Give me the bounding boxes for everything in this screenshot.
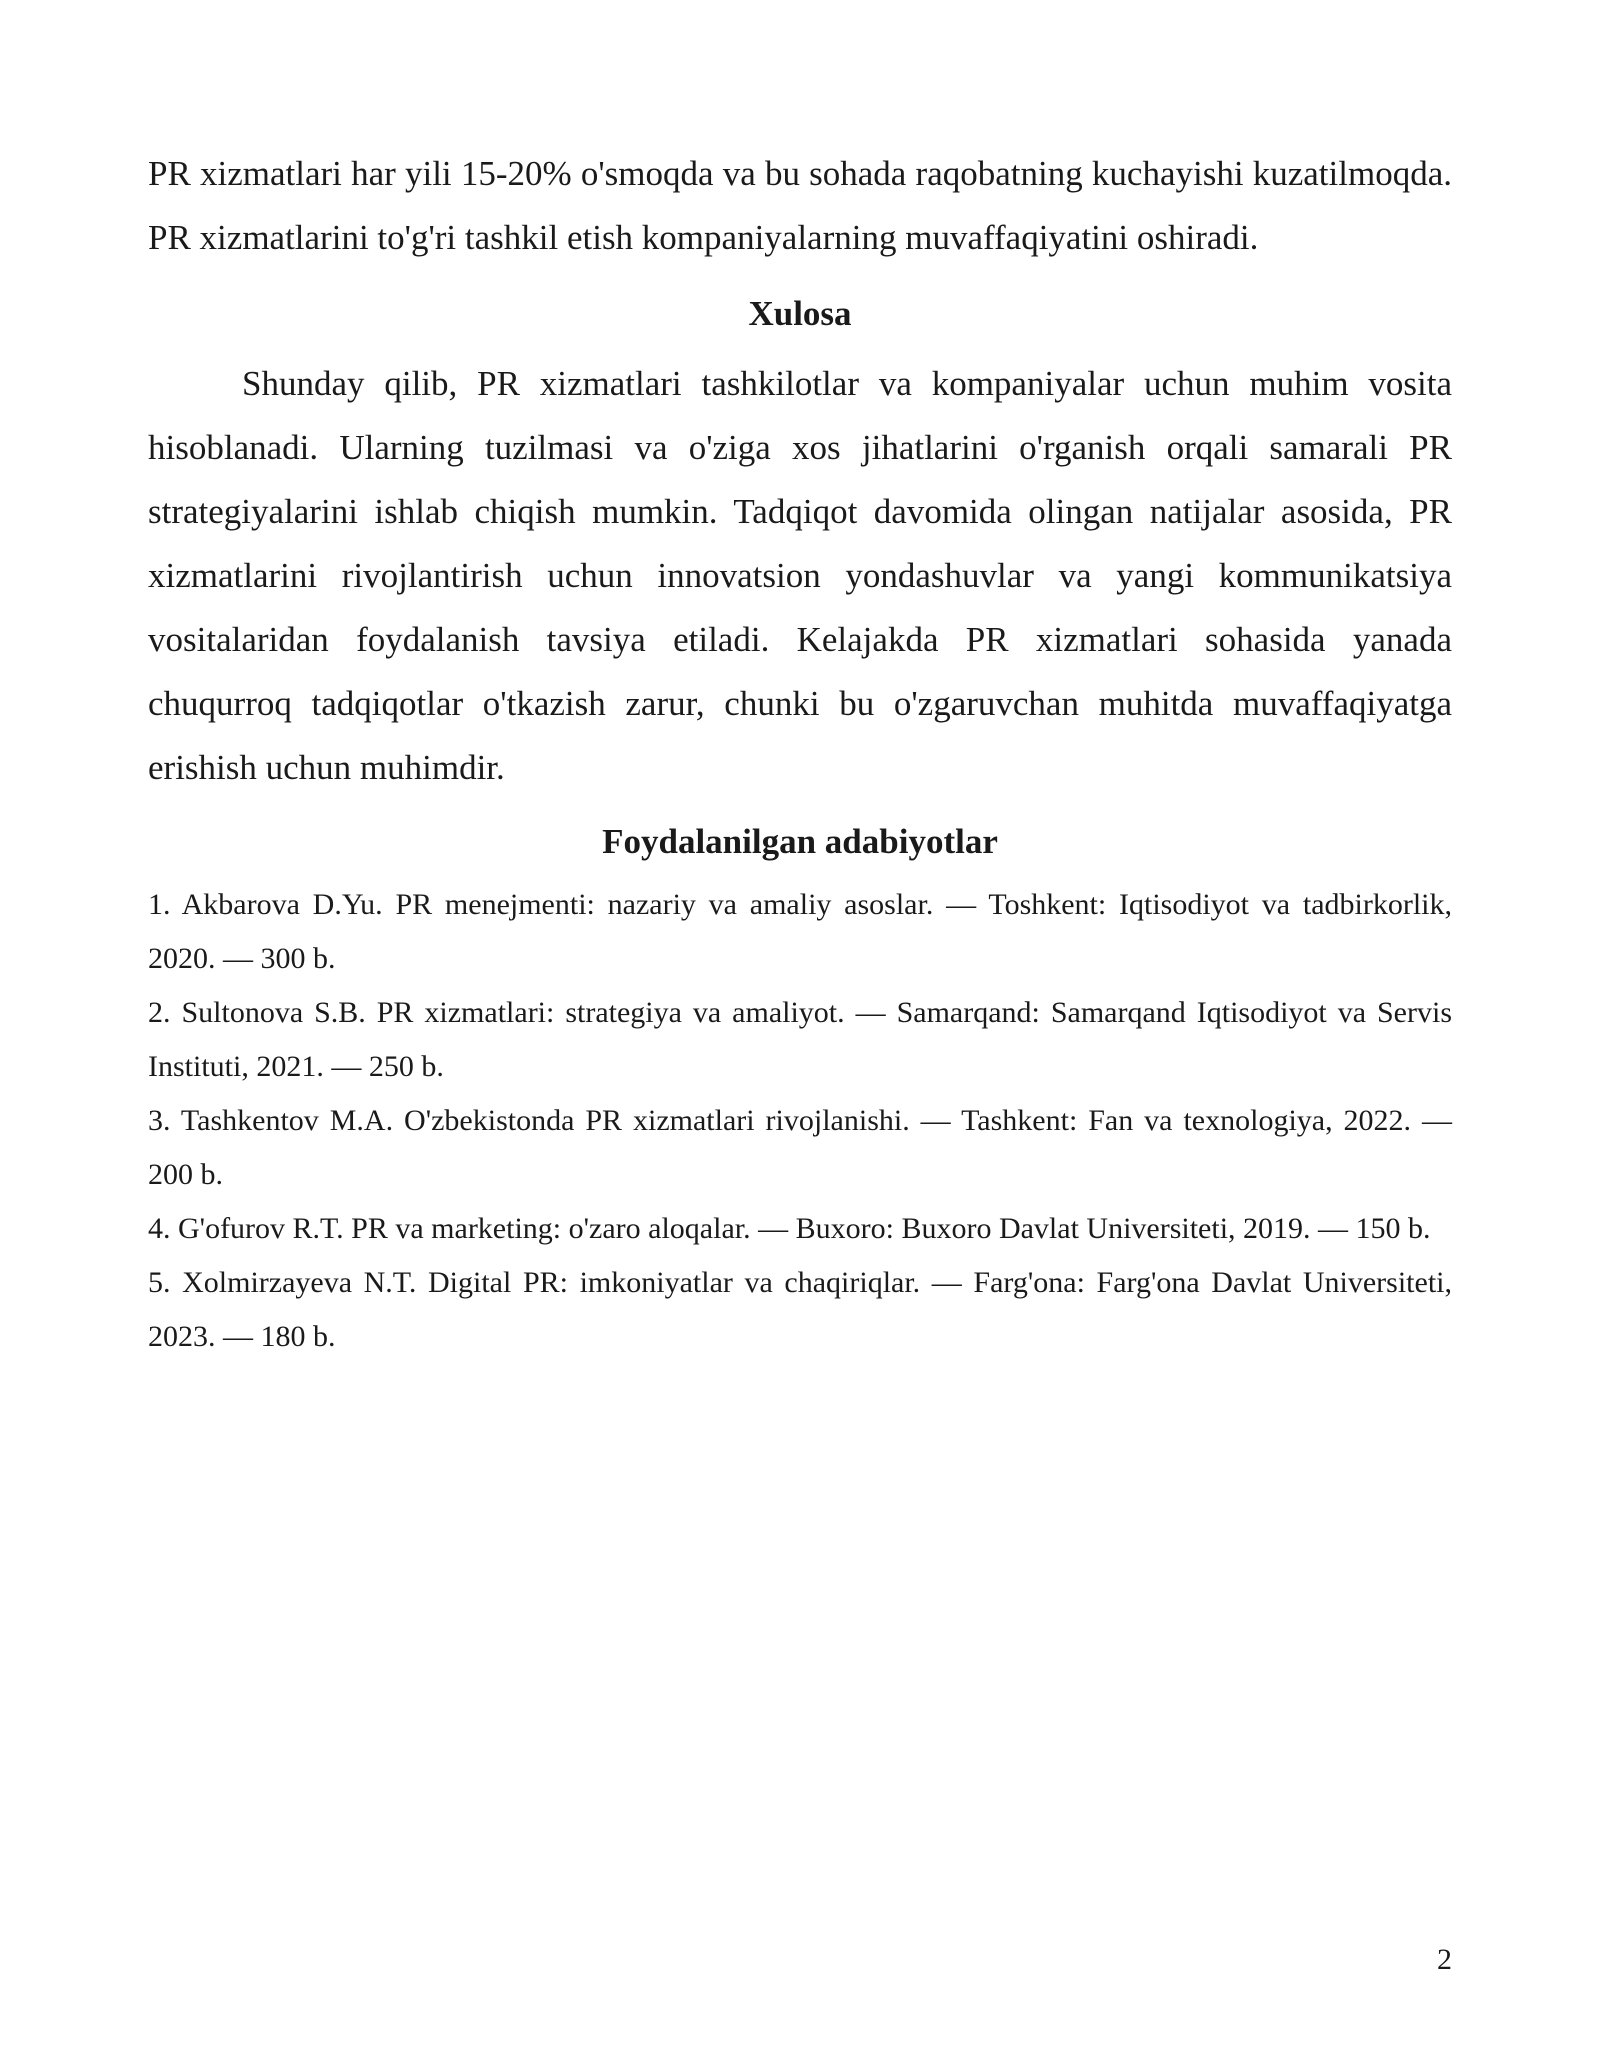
conclusion-paragraph: Shunday qilib, PR xizmatlari tashkilotlar va kompaniyalar uchun muhim vosita hisoblanadi. Ularning tuzilmasi va o'ziga xos jihatlarini o'rganish orqali samarali PR strategiyalarini ishlab chiqish mumkin. Tadqiqot davomida olingan natijalar asosida, PR xizmatlarini rivojlantirish uchun innovatsion yondashuvlar va yangi kommunikatsiya vositalaridan foydalanish tavsiya etiladi. Kelajakda PR xizmatlari sohasida yanada chuqurroq tadqiqotlar o'tkazish zarur, chunki bu o'zgaruvchan muhitda muvaffaqiyatga erishish uchun muhimdir.	[148, 364, 1452, 787]
conclusion-heading: Xulosa	[748, 294, 852, 333]
intro-paragraph: PR xizmatlari har yili 15-20% o'smoqda va bu sohada raqobatning kuchayishi kuzatilmoqda. PR xizmatlarini to'g'ri tashkil etish kompaniyalarning muvaffaqiyatini oshiradi.	[148, 154, 1452, 257]
page-number: 2	[1437, 1943, 1452, 1976]
reference-item: 2. Sultonova S.B. PR xizmatlari: strategiya va amaliyot. — Samarqand: Samarqand Iqtisodiyot va Servis Instituti, 2021. — 250 b.	[148, 996, 1452, 1083]
references-list	[148, 878, 1452, 1364]
reference-item: 5. Xolmirzayeva N.T. Digital PR: imkoniyatlar va chaqiriqlar. — Farg'ona: Farg'ona Davlat Universiteti, 2023. — 180 b.	[148, 1266, 1452, 1353]
document-page	[148, 142, 1452, 1364]
references-heading: Foydalanilgan adabiyotlar	[602, 822, 998, 861]
reference-item: 4. G'ofurov R.T. PR va marketing: o'zaro aloqalar. — Buxoro: Buxoro Davlat Universiteti, 2019. — 150 b.	[148, 1212, 1431, 1245]
reference-item: 1. Akbarova D.Yu. PR menejmenti: nazariy va amaliy asoslar. — Toshkent: Iqtisodiyot va tadbirkorlik, 2020. — 300 b.	[148, 888, 1452, 975]
reference-item: 3. Tashkentov M.A. O'zbekistonda PR xizmatlari rivojlanishi. — Tashkent: Fan va texnologiya, 2022. — 200 b.	[148, 1104, 1452, 1191]
